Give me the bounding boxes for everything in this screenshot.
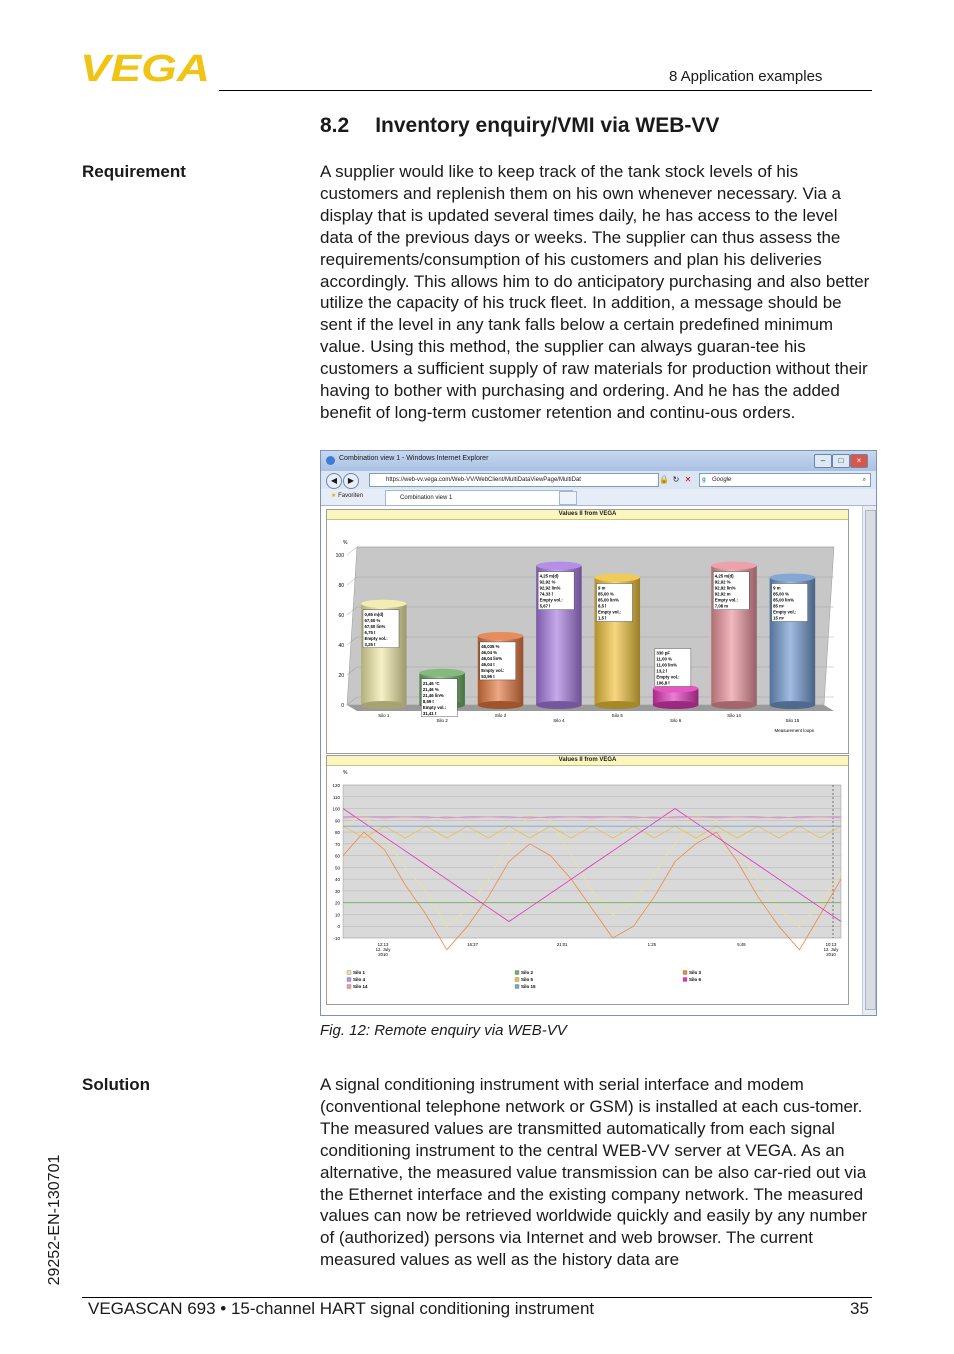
data-label: 46,04 t <box>481 661 495 667</box>
y-tick-label: 20 <box>334 900 340 906</box>
bar-base <box>478 701 524 709</box>
data-label: 46,04 % <box>481 649 498 655</box>
y-tick-label: 20 <box>338 673 344 679</box>
y-tick-label: 80 <box>338 583 344 589</box>
legend-label: Silo 2 <box>521 970 534 975</box>
data-label: 6,75 t <box>364 629 376 635</box>
data-label: 46,035 % <box>481 643 500 649</box>
bar-chart <box>327 520 848 753</box>
legend-label: Silo 15 <box>521 984 536 989</box>
search-placeholder: Google <box>712 477 732 483</box>
data-label: 85,00 % <box>598 591 614 597</box>
scrollbar-thumb[interactable] <box>865 510 876 1010</box>
url-field[interactable]: https://web-vv.vega.com/Web-VV/WebClient/MultiDataViewPage/MultiDat <box>369 473 659 487</box>
document-code: 29252-EN-130701 <box>46 1154 63 1286</box>
data-label: 53,96 t <box>481 673 495 679</box>
browser-titlebar <box>321 451 876 471</box>
x-tick-label: 10:13 12. July 2010 <box>823 942 839 957</box>
data-label: 106,8 l <box>656 680 670 686</box>
stop-icon[interactable]: ✕ <box>684 475 692 484</box>
y-tick-label: 100 <box>335 553 344 559</box>
data-label: 8,59 t <box>422 698 434 704</box>
data-label: 9 m <box>598 585 606 591</box>
data-label: Empty vol.: <box>539 597 563 603</box>
legend-swatch <box>347 985 351 989</box>
search-field[interactable] <box>699 473 871 487</box>
y-tick-label: 70 <box>334 841 340 847</box>
bar-top <box>361 600 407 608</box>
vega-logo <box>80 50 212 84</box>
y-tick-label: 50 <box>334 865 340 871</box>
y-tick-label: 80 <box>334 830 340 836</box>
x-tick-label: Silo 5 <box>611 713 623 718</box>
data-label: 21,46 % <box>422 686 439 692</box>
x-tick-label: 21:01 <box>556 942 568 947</box>
y-tick-label: -10 <box>333 936 340 941</box>
y-axis-unit: % <box>343 540 348 546</box>
data-label: 4,25 m(d) <box>539 573 559 579</box>
data-label: 0,65 m(d) <box>364 611 384 617</box>
data-label: 21,46 °C <box>422 680 440 686</box>
y-tick-label: 100 <box>332 806 340 812</box>
data-label: 74,33 l <box>539 591 553 597</box>
data-label: 11,00 lin% <box>656 662 677 668</box>
refresh-icon[interactable]: ↻ <box>672 475 680 484</box>
x-tick-label: Silo 1 <box>378 713 390 718</box>
legend-swatch <box>515 971 519 975</box>
page-number: 35 <box>850 1299 869 1318</box>
star-icon: ★ <box>331 493 337 499</box>
bar-base <box>536 701 582 709</box>
section-heading <box>320 114 719 138</box>
data-label: Empty vol.: <box>656 674 680 680</box>
footer-product: VEGASCAN 693 • 15-channel HART signal conditioning instrument <box>88 1299 595 1318</box>
data-label: Empty vol.: <box>364 635 388 641</box>
legend-label: Silo 5 <box>521 977 534 982</box>
legend-label: Silo 14 <box>353 984 368 989</box>
data-label: 31,41 t <box>422 710 437 716</box>
tab-combination-view[interactable]: Combination view 1 <box>385 490 573 505</box>
section-title: Inventory enquiry/VMI via WEB-VV <box>375 114 720 137</box>
data-label: 4,25 m(d) <box>714 573 734 579</box>
bar-chart-panel <box>326 509 849 754</box>
x-tick-label: Silo 6 <box>670 718 682 723</box>
footer-rule <box>82 1297 872 1298</box>
data-label: 67,50 % <box>364 617 381 623</box>
logo-text: VEGA <box>80 50 210 84</box>
data-label: 46,04 lin% <box>481 655 503 661</box>
google-icon: g <box>702 477 706 483</box>
legend-swatch <box>347 971 351 975</box>
requirement-label: Requirement <box>82 162 186 181</box>
legend-label: Silo 1 <box>353 970 366 975</box>
back-button[interactable]: ◀ <box>326 473 342 489</box>
favorites-bar <box>321 489 876 506</box>
data-label: 92,92 lin% <box>714 585 736 591</box>
line-chart-title: Values II from VEGA <box>327 756 848 766</box>
data-label: Empty vol.: <box>773 609 797 615</box>
data-label: 5,67 l <box>539 603 551 609</box>
bar-top <box>536 562 582 570</box>
y-tick-label: 60 <box>338 613 344 619</box>
x-tick-label: Silo 2 <box>436 718 448 723</box>
grid-line <box>347 547 357 555</box>
data-label: 11,00 % <box>656 656 672 662</box>
y-tick-label: 110 <box>332 794 340 800</box>
x-tick-label: Silo 4 <box>553 718 565 723</box>
legend-swatch <box>515 978 519 982</box>
legend-swatch <box>683 971 687 975</box>
bar-top <box>419 669 465 677</box>
data-label: 67,50 lin% <box>364 623 386 629</box>
x-axis-label: Measurement loops <box>774 728 814 733</box>
y-tick-label: 40 <box>338 643 344 649</box>
y-tick-label: 10 <box>334 912 340 918</box>
data-label: 8,5 l <box>598 603 607 609</box>
data-label: Empty vol.: <box>422 704 447 710</box>
window-title: Combination view 1 - Windows Internet Explorer <box>339 455 489 462</box>
y-tick-label: 0 <box>341 703 344 709</box>
x-tick-label: 5:49 <box>737 942 746 947</box>
data-label: Empty vol.: <box>714 597 738 603</box>
legend-label: Silo 4 <box>353 977 366 982</box>
x-tick-label: Silo 3 <box>494 713 507 718</box>
plot-area <box>343 785 841 938</box>
data-label: 13,2 l <box>656 668 668 674</box>
legend <box>332 968 842 994</box>
lock-icon[interactable]: 🔒 <box>659 475 669 484</box>
requirement-text: A supplier would like to keep track of the tank stock levels of his customers and replenish them on his own whenever necessary. Via a display that is updated several times daily, he has access to the level data of the previous days or weeks. The supplier can thus assess the requirements/consumption of his customers and plan his deliveries accordingly. This allows him to do anticipatory purchasing and also better utilize the capacity of his truck fleet. In addition, a message should be sent if the level in any tank falls below a certain predefined minimum value. Using this method, the supplier can always guaran-tee his customers a sufficient supply of raw materials for production without their having to bother with purchasing and ordering. And he has the added benefit of long-term customer retention and continu-ous orders. <box>320 162 870 422</box>
legend-label: Silo 3 <box>689 970 702 975</box>
data-label: 85,00 lin% <box>598 597 619 603</box>
x-tick-label: 16:37 <box>467 942 478 947</box>
data-label: 21,46 lin% <box>422 692 444 698</box>
solution-label: Solution <box>82 1075 150 1094</box>
data-label: Empty vol.: <box>598 609 622 615</box>
web-content <box>321 506 876 1015</box>
new-tab-button[interactable] <box>559 491 577 505</box>
bar-base <box>711 701 757 709</box>
forward-button[interactable]: ▶ <box>343 473 359 489</box>
data-label: 3,25 t <box>364 641 376 647</box>
bar-top <box>770 574 816 582</box>
search-icon[interactable]: ⌕ <box>862 477 866 483</box>
solution-text: A signal conditioning instrument with serial interface and modem (conventional telephone network or GSM) is installed at each cus-tomer. The measured values are transmitted automatically from each signal conditioning instrument to the central WEB-VV server at VEGA. As an alternative, the measured value transmission can be also car-ried out via the Ethernet interface and the existing company network. The measured values can now be retrieved worldwide quickly and easily by any number of (authorized) persons via Internet and web browser. The current measured values as well as the history data are <box>320 1075 868 1270</box>
x-tick-label: 12:13 12. July 2010 <box>375 942 391 957</box>
close-button[interactable]: × <box>850 454 868 468</box>
section-number: 8.2 <box>320 114 350 137</box>
bar-top <box>595 574 641 582</box>
legend-swatch <box>515 985 519 989</box>
vertical-scrollbar[interactable] <box>862 506 877 1015</box>
address-bar <box>321 471 876 489</box>
data-label: 92,92 m <box>714 591 731 597</box>
maximize-button[interactable]: □ <box>832 454 850 468</box>
minimize-button[interactable]: – <box>814 454 832 468</box>
data-label: 7,08 m <box>714 603 729 609</box>
data-label: 85,00 lin% <box>773 597 794 603</box>
x-tick-label: Silo 15 <box>785 718 800 723</box>
x-tick-label: Silo 14 <box>727 713 741 718</box>
bar-top <box>711 562 757 570</box>
y-tick-label: 60 <box>334 853 340 859</box>
bar-base <box>595 701 641 709</box>
figure-screenshot <box>320 450 877 1016</box>
data-label: 330 pF <box>656 650 670 656</box>
y-tick-label: 90 <box>334 818 340 824</box>
bar-base <box>361 701 407 709</box>
legend-label: Silo 6 <box>689 977 702 982</box>
y-axis-unit: % <box>343 770 348 776</box>
data-label: 92,92 % <box>714 579 731 585</box>
data-label: Empty vol.: <box>481 667 505 673</box>
bar-base <box>653 701 699 709</box>
data-label: 15 m³ <box>773 615 785 621</box>
legend-swatch <box>683 978 687 982</box>
data-label: 92,92 lin% <box>539 585 561 591</box>
y-tick-label: 30 <box>334 888 340 894</box>
line-chart-panel <box>326 755 849 1005</box>
data-label: 85 m³ <box>773 603 785 609</box>
y-tick-label: 0 <box>337 924 340 930</box>
data-label: 85,00 % <box>773 591 789 597</box>
data-label: 9 m <box>773 585 781 591</box>
data-label: 1,5 l <box>598 615 607 621</box>
y-tick-label: 40 <box>334 877 340 883</box>
x-tick-label: 1:25 <box>647 942 656 947</box>
line-chart <box>327 766 848 1004</box>
bar-top <box>478 632 524 640</box>
favorites-button[interactable]: ★ Favoriten <box>331 493 364 499</box>
legend-swatch <box>347 978 351 982</box>
figure-caption: Fig. 12: Remote enquiry via WEB-VV <box>320 1022 567 1039</box>
bar-base <box>770 701 816 709</box>
data-label: 92,92 % <box>539 579 556 585</box>
header-rule <box>219 90 872 91</box>
ie-icon <box>326 456 335 465</box>
bar-chart-title: Values II from VEGA <box>327 510 848 520</box>
y-tick-label: 120 <box>332 783 340 788</box>
running-section-title: 8 Application examples <box>669 68 823 85</box>
